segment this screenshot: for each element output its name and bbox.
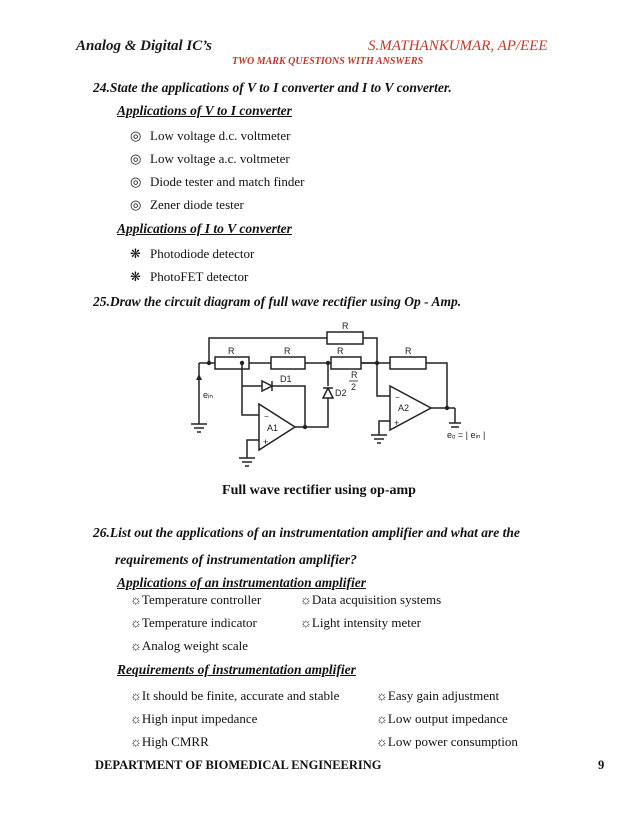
list-item: ☼Easy gain adjustment (376, 688, 500, 703)
full-wave-rectifier-circuit (185, 318, 515, 473)
sun-bullet-icon: ☼ (376, 688, 388, 703)
circle-bullet-icon: ◎ (130, 174, 142, 189)
circle-bullet-icon: ◎ (130, 151, 142, 166)
figure-caption: Full wave rectifier using op-amp (222, 483, 416, 498)
q24-subheading-v-to-i: Applications of V to I converter (117, 103, 292, 118)
header-subtitle: TWO MARK QUESTIONS WITH ANSWERS (232, 56, 424, 67)
resistor-label: R (337, 346, 344, 356)
half-resistor-numerator: R (351, 370, 358, 380)
star-bullet-icon: ❋ (130, 269, 141, 284)
resistor-label: R (228, 346, 235, 356)
input-voltage-label: eᵢₙ (203, 390, 214, 400)
half-resistor-denominator: 2 (351, 382, 357, 392)
sun-bullet-icon: ☼ (300, 615, 312, 630)
sun-bullet-icon: ☼ (130, 615, 142, 630)
svg-text:+: + (263, 437, 269, 447)
sun-bullet-icon: ☼ (130, 711, 142, 726)
opamp-a1-label: A1 (267, 423, 279, 433)
list-item: ☼It should be finite, accurate and stable (130, 688, 340, 703)
header-author: S.MATHANKUMAR, AP/EEE (368, 38, 548, 54)
list-item: ☼Light intensity meter (300, 615, 421, 630)
resistor-label: R (342, 321, 349, 331)
list-item: ☼Temperature controller (130, 592, 262, 607)
sun-bullet-icon: ☼ (376, 711, 388, 726)
sun-bullet-icon: ☼ (130, 734, 142, 749)
question-24-title: 24.State the applications of V to I converter and I to V converter. (93, 80, 452, 95)
q26-subheading-applications: Applications of an instrumentation amplifier (117, 575, 367, 590)
sun-bullet-icon: ☼ (130, 638, 142, 653)
list-item: ☼High CMRR (130, 734, 209, 749)
svg-text:−: − (395, 393, 400, 402)
q26-subheading-requirements: Requirements of instrumentation amplifier (117, 662, 356, 677)
page-number: 9 (598, 758, 605, 772)
sun-bullet-icon: ☼ (130, 688, 142, 703)
footer-department: DEPARTMENT OF BIOMEDICAL ENGINEERING (95, 758, 382, 772)
list-item: ☼High input impedance (130, 711, 258, 726)
resistor-label: R (405, 346, 412, 356)
sun-bullet-icon: ☼ (376, 734, 388, 749)
svg-text:+: + (394, 418, 400, 428)
list-item: ❋ PhotoFET detector (130, 269, 249, 284)
q24-subheading-i-to-v: Applications of I to V converter (117, 221, 292, 236)
question-25-title: 25.Draw the circuit diagram of full wave rectifier using Op - Amp. (93, 294, 462, 309)
diode-d2-label: D2 (335, 388, 347, 398)
output-voltage-label: eₒ = | eᵢₙ | (447, 430, 486, 440)
header-course-title: Analog & Digital IC’s (76, 38, 212, 54)
circle-bullet-icon: ◎ (130, 128, 142, 143)
list-item: ☼Analog weight scale (130, 638, 249, 653)
list-item: ☼Temperature indicator (130, 615, 257, 630)
question-26-title-line1: 26.List out the applications of an instrumentation amplifier and what are the (93, 525, 520, 540)
opamp-a2-label: A2 (398, 403, 410, 413)
list-item: ☼Data acquisition systems (300, 592, 442, 607)
question-26-title-line2: requirements of instrumentation amplifier? (115, 552, 357, 567)
svg-text:−: − (264, 412, 269, 421)
list-item: ☼Low output impedance (376, 711, 508, 726)
sun-bullet-icon: ☼ (130, 592, 142, 607)
resistor-label: R (284, 346, 291, 356)
list-item: ❋ Photodiode detector (130, 246, 255, 261)
star-bullet-icon: ❋ (130, 246, 141, 261)
list-item: ◎ Low voltage a.c. voltmeter (130, 151, 290, 166)
circle-bullet-icon: ◎ (130, 197, 142, 212)
list-item: ◎ Low voltage d.c. voltmeter (130, 128, 291, 143)
sun-bullet-icon: ☼ (300, 592, 312, 607)
list-item: ☼Low power consumption (376, 734, 518, 749)
list-item: ◎ Diode tester and match finder (130, 174, 305, 189)
diode-d1-label: D1 (280, 374, 292, 384)
list-item: ◎ Zener diode tester (130, 197, 244, 212)
